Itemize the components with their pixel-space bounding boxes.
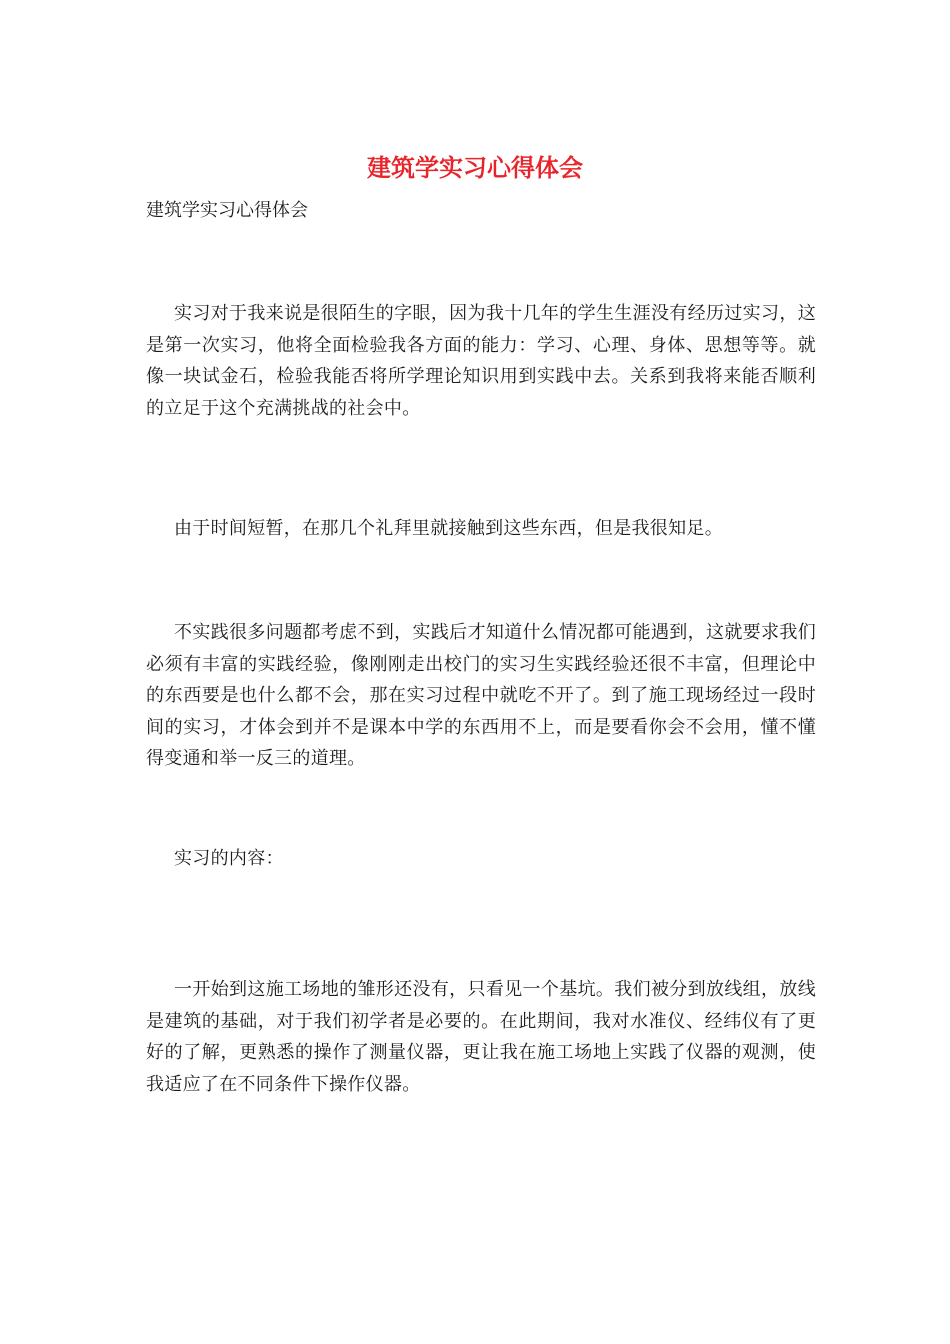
paragraph-2: 由于时间短暂，在那几个礼拜里就接触到这些东西，但是我很知足。 [174,518,723,539]
paragraph-3: 不实践很多问题都考虑不到，实践后才知道什么情况都可能遇到，这就要求我们必须有丰富的实践经验，像刚刚走出校门的实习生实践经验还很不丰富，但理论中的东西要是也什么都不会，那在实习过程中就吃不开了。到了施工现场经过一段时间的实习，才体会到并不是课本中学的东西用不上，而是要看你会不会用，懂不懂得变通和举一反三的道理。 [146,622,816,769]
paragraph-5: 一开始到这施工场地的雏形还没有，只看见一个基坑。我们被分到放线组，放线是建筑的基础，对于我们初学者是必要的。在此期间，我对水准仪、经纬仪有了更好的了解，更熟悉的操作了测量仪器，更让我在施工场地上实践了仪器的观测，使我适应了在不同条件下操作仪器。 [146,979,816,1095]
document-subtitle: 建筑学实习心得体会 [146,200,308,221]
paragraph-1: 实习对于我来说是很陌生的字眼，因为我十几年的学生生涯没有经历过实习，这是第一次实习，他将全面检验我各方面的能力：学习、心理、身体、思想等等。就像一块试金石，检验我能否将所学理论知识用到实践中去。关系到我将来能否顺利的立足于这个充满挑战的社会中。 [146,303,816,419]
document-title: 建筑学实习心得体会 [367,153,583,182]
paragraph-4: 实习的内容： [174,848,284,869]
